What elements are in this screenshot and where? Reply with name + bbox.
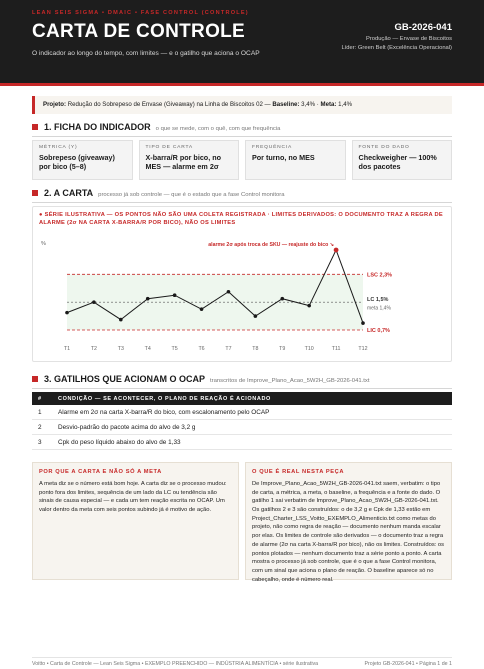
control-chart-plot [33,207,453,363]
chart-warning: ● SÉRIE ILUSTRATIVA — OS PONTOS NÃO SÃO UMA COLETA REGISTRADA · LIMITES DERIVADOS: O DOCUMENTO TRAZ A REGRA DE ALARME (2σ NA CARTA X-BARRA/R POR BICO), NÃO OS LIMITES [39,212,444,227]
document-id: GB-2026-041 [394,22,452,33]
goal-value: 1,4% [338,101,353,108]
footer-right: Projeto GB-2026-041 • Página 1 de 1 [364,661,452,667]
goal-label: Meta: [320,101,337,108]
data-point [65,311,69,315]
baseline-label: Baseline: [272,101,300,108]
why-chart-panel [32,462,239,580]
card-label: FREQUÊNCIA [252,145,293,150]
indicator-cards [32,140,452,180]
section-3-title: 3. GATILHOS QUE ACIONAM O OCAP [44,374,206,384]
lc-label: LC 1,5% [367,297,389,304]
row-number: 2 [38,423,42,431]
card-label: FONTE DO DADO [358,145,410,150]
section-marker-icon [32,190,38,196]
column-header-number: # [38,395,42,402]
data-point [119,318,123,322]
header-area: Produção — Envase de Biscoitos [365,36,452,42]
x-tick-label: T6 [198,346,205,352]
card-value: X-barra/R por bico, no MES — alarme em 2σ [145,153,221,172]
x-tick-label: T9 [279,346,286,352]
row-condition: Cpk do peso líquido abaixo do alvo de 1,33 [58,438,181,446]
lic-label: LIC 0,7% [367,328,390,335]
triggers-table [32,392,452,450]
table-row [32,435,452,450]
project-text: Redução do Sobrepeso de Envase (Giveaway) na Linha de Biscoitos 02 — [67,101,271,108]
section-2-subtitle: processo já sob controle — que é o estado que a fase Control monitora [98,192,285,198]
lsc-label: LSC 2,3% [367,272,393,279]
x-tick-label: T3 [117,346,124,352]
panel-title: POR QUE A CARTA E NÃO SÓ A META [39,469,162,475]
x-tick-label: T1 [63,346,71,352]
row-condition: Alarme em 2σ na carta X-barra/R do bico, com escalonamento pelo OCAP [58,408,270,416]
card-value: Por turno, no MES [252,153,315,162]
footer-left: Voitto • Carta de Controle — Lean Seis Sigma • EXEMPLO PREENCHIDO — INDÚSTRIA ALIMENTÍCIA • série ilustrativa [32,661,319,667]
data-point [334,248,339,253]
card-label: TIPO DE CARTA [145,145,193,150]
x-tick-label: T12 [358,346,368,352]
data-point [361,321,365,325]
project-bar [32,96,452,114]
row-condition: Desvio-padrão do pacote acima do alvo de 3,2 g [58,423,196,431]
row-number: 1 [38,408,42,416]
panel-body: A meta diz se o número está bom hoje. A carta diz se o processo mudou: ponto fora dos limites, sequência de um lado da LC ou tendência são sinais de causa especial — e cada um tem reação escrita no OCAP. Um valor dentro da meta com seis pontos subindo já é motivo de ação. [39,481,227,514]
project-label: Projeto: [43,101,67,108]
x-tick-label: T10 [304,346,314,352]
data-point [92,300,96,304]
card-label: MÉTRICA (Y) [39,145,78,150]
section-1-header [32,122,452,137]
table-header [32,392,452,405]
section-2-title: 2. A CARTA [44,188,94,198]
data-point [280,297,284,301]
baseline-value: 3,4% [301,101,316,108]
project-separator: · [316,101,319,108]
panel-title: O QUE É REAL NESTA PEÇA [252,469,345,475]
data-point [200,307,204,311]
section-marker-icon [32,124,38,130]
section-3-header [32,374,452,389]
header-eyebrow: LEAN SEIS SIGMA • DMAIC • FASE CONTROL (CONTROLE) [32,10,249,16]
page-footer [32,657,452,667]
x-tick-label: T11 [331,346,341,352]
card-value: Checkweigher — 100% dos pacotes [358,153,437,172]
chart-type-card [139,140,240,180]
page-title: CARTA DE CONTROLE [32,21,246,42]
section-1-subtitle: o que se mede, com o quê, com que frequência [155,126,281,132]
section-1-title: 1. FICHA DO INDICADOR [44,122,151,132]
column-header-condition: CONDIÇÃO — SE ACONTECER, O PLANO DE REAÇÃO É ACIONADO [58,395,271,402]
data-point [146,297,150,301]
control-chart [32,206,452,362]
x-tick-label: T2 [90,346,98,352]
card-value: Sobrepeso (giveaway) por bico (5–8) [39,153,115,172]
x-tick-label: T7 [225,346,232,352]
panel-body: De Improve_Plano_Acao_5W2H_GB-2026-041.txt saem, verbatim: o tipo de carta, a métrica, a meta, o baseline, a frequência e a fonte do dado. O gatilho 1 sai verbatim de Improve_Plano_Acao_5W2H_GB-2026-041.txt. Os gatilhos 2 e 3 são construídos: o de 3,2 g e Cpk de 1,33 estão em Project_Charter_LSS_Voitto_EXEMPLO_Alimenticio.txt como metas do projeto, não como regra de reação — documento nenhum manda escalar por elas. Os limites de controle são derivados — o documento traz a regra de alarme (2σ na carta X-barra/R por bico), não os limites. Construídos: os pontos plotados — nenhum documento traz a série ponto a ponto. A carta mostra o processo já sob controle, que é o que a fase Control monitora, com um sinal que aciona o plano de reação. O baseline aparece só no cabeçalho, onde é número real. [252,481,445,583]
x-tick-label: T8 [252,346,259,352]
alarm-annotation: alarme 2σ após troca de SKU — reajuste do bico ↘ [208,241,335,248]
metric-card [32,140,133,180]
table-row [32,405,452,420]
header-leader: Líder: Green Belt (Excelência Operacional) [341,45,452,51]
row-number: 3 [38,438,42,446]
y-axis-label: % [41,241,46,247]
what-is-real-panel [245,462,452,583]
section-3-subtitle: transcritos de Improve_Plano_Acao_5W2H_GB-2026-041.txt [210,378,370,384]
frequency-card [245,140,346,180]
data-source-card [352,140,453,180]
x-tick-label: T4 [144,346,151,352]
page-header [0,0,484,86]
section-marker-icon [32,376,38,382]
meta-label: meta 1,4% [367,305,391,312]
data-point [307,304,311,308]
header-meta [341,22,452,51]
section-2-header [32,188,452,203]
x-tick-label: T5 [171,346,178,352]
data-point [173,293,177,297]
data-point [254,314,258,318]
data-point [227,290,231,294]
table-row [32,420,452,435]
page-subtitle: O indicador ao longo do tempo, com limites — e o gatilho que aciona o OCAP [32,50,260,57]
